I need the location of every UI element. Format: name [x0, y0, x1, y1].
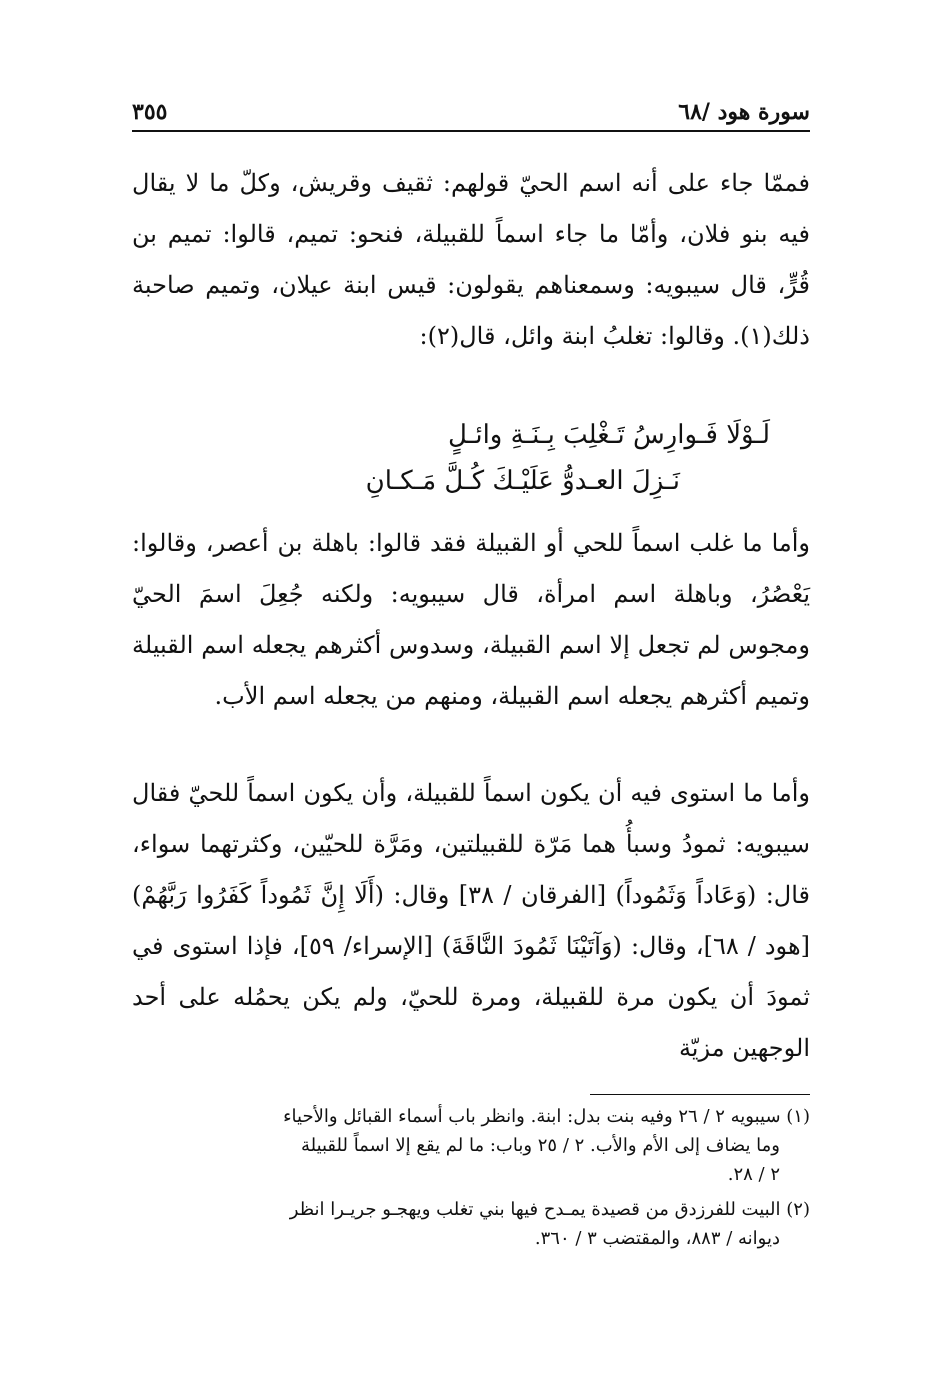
verse-line-1: لَـوْلَا فَـوارِسُ تَـغْلِبَ بِـنَـةِ وائـلٍ — [448, 420, 770, 450]
paragraph-1-text: فممّا جاء على أنه اسم الحيّ قولهم: ثقيف وقريش، وكلّ ما لا يقال فيه بنو فلان، وأمّا ما جاء اسماً للقبيلة، فنحو: تميم، قالوا: تميم بن قُرٍّ، قال سيبويه: وسمعناهم يقولون: قيس ابنة عيلان، وتميم صاحبة ذلك(١). وقالوا: تغلبُ ابنة وائل، قال(٢): — [132, 169, 810, 350]
footnote-1-line-3: ٢ / ٢٨. — [727, 1164, 780, 1185]
paragraph-2 — [132, 518, 810, 722]
footnote-2-line-2: ديوانه / ٨٨٣، والمقتضب ٣ / ٣٦٠. — [534, 1228, 780, 1249]
page-number: ٣٥٥ — [132, 99, 168, 125]
paragraph-1 — [132, 158, 810, 362]
footnote-1-line-1: (١) سيبويه ٢ / ٢٦ وفيه بنت بدل: ابنة. وانظر باب أسماء القبائل والأحياء — [283, 1106, 810, 1127]
footnote-2 — [132, 1195, 810, 1253]
footnote-1-line-2: وما يضاف إلى الأم والأب. ٢ / ٢٥ وباب: ما لم يقع إلا اسماً للقبيلة — [300, 1135, 780, 1156]
verse-line-2: نَـزِلَ العـدوُّ عَلَيْـكَ كُـلَّ مَـكـانِ — [365, 466, 680, 496]
footnote-2-line-1: (٢) البيت للفرزدق من قصيدة يمـدح فيها بني تغلب ويهجـو جريـرا انظر — [289, 1199, 810, 1220]
footnote-rule — [590, 1094, 810, 1095]
paragraph-2-text: وأما ما غلب اسماً للحي أو القبيلة فقد قالوا: باهلة بن أعصر، وقالوا: يَعْصُرُ، وباهلة اسم امرأة، قال سيبويه: ولكنه جُعِلَ اسمَ الحيّ ومجوس لم تجعل إلا اسم القبيلة، وسدوس أكثرهم يجعله اسم القبيلة وتميم أكثرهم يجعله اسم القبيلة، ومنهم من يجعله اسم الأب. — [132, 529, 810, 710]
surah-title: سورة هود /٦٨ — [678, 99, 810, 125]
footnotes — [132, 1098, 810, 1259]
running-header — [132, 92, 810, 132]
paragraph-3 — [132, 768, 810, 1074]
header-rule — [132, 130, 810, 132]
poetry-verse — [132, 412, 810, 504]
paragraph-3-text: وأما ما استوى فيه أن يكون اسماً للقبيلة، وأن يكون اسماً للحيّ فقال سيبويه: ثمودُ وسبأُ هما مَرّة للقبيلتين، ومَرَّة للحيّين، وكثرتهما سواء، قال: (وَعَاداً وَثَمُوداً) [الفرقان / ٣٨] وقال: (أَلَا إِنَّ ثَمُوداً كَفَرُوا رَبَّهُمْ) [هود / ٦٨]، وقال: (وَآتَيْنَا ثَمُودَ النَّاقَةَ) [الإسراء/ ٥٩]، فإذا استوى في ثمودَ أن يكون مرة للقبيلة، ومرة للحيّ، ولم يكن يحمُله على أحد الوجهين مزيّة — [132, 779, 810, 1062]
footnote-1 — [132, 1102, 810, 1189]
